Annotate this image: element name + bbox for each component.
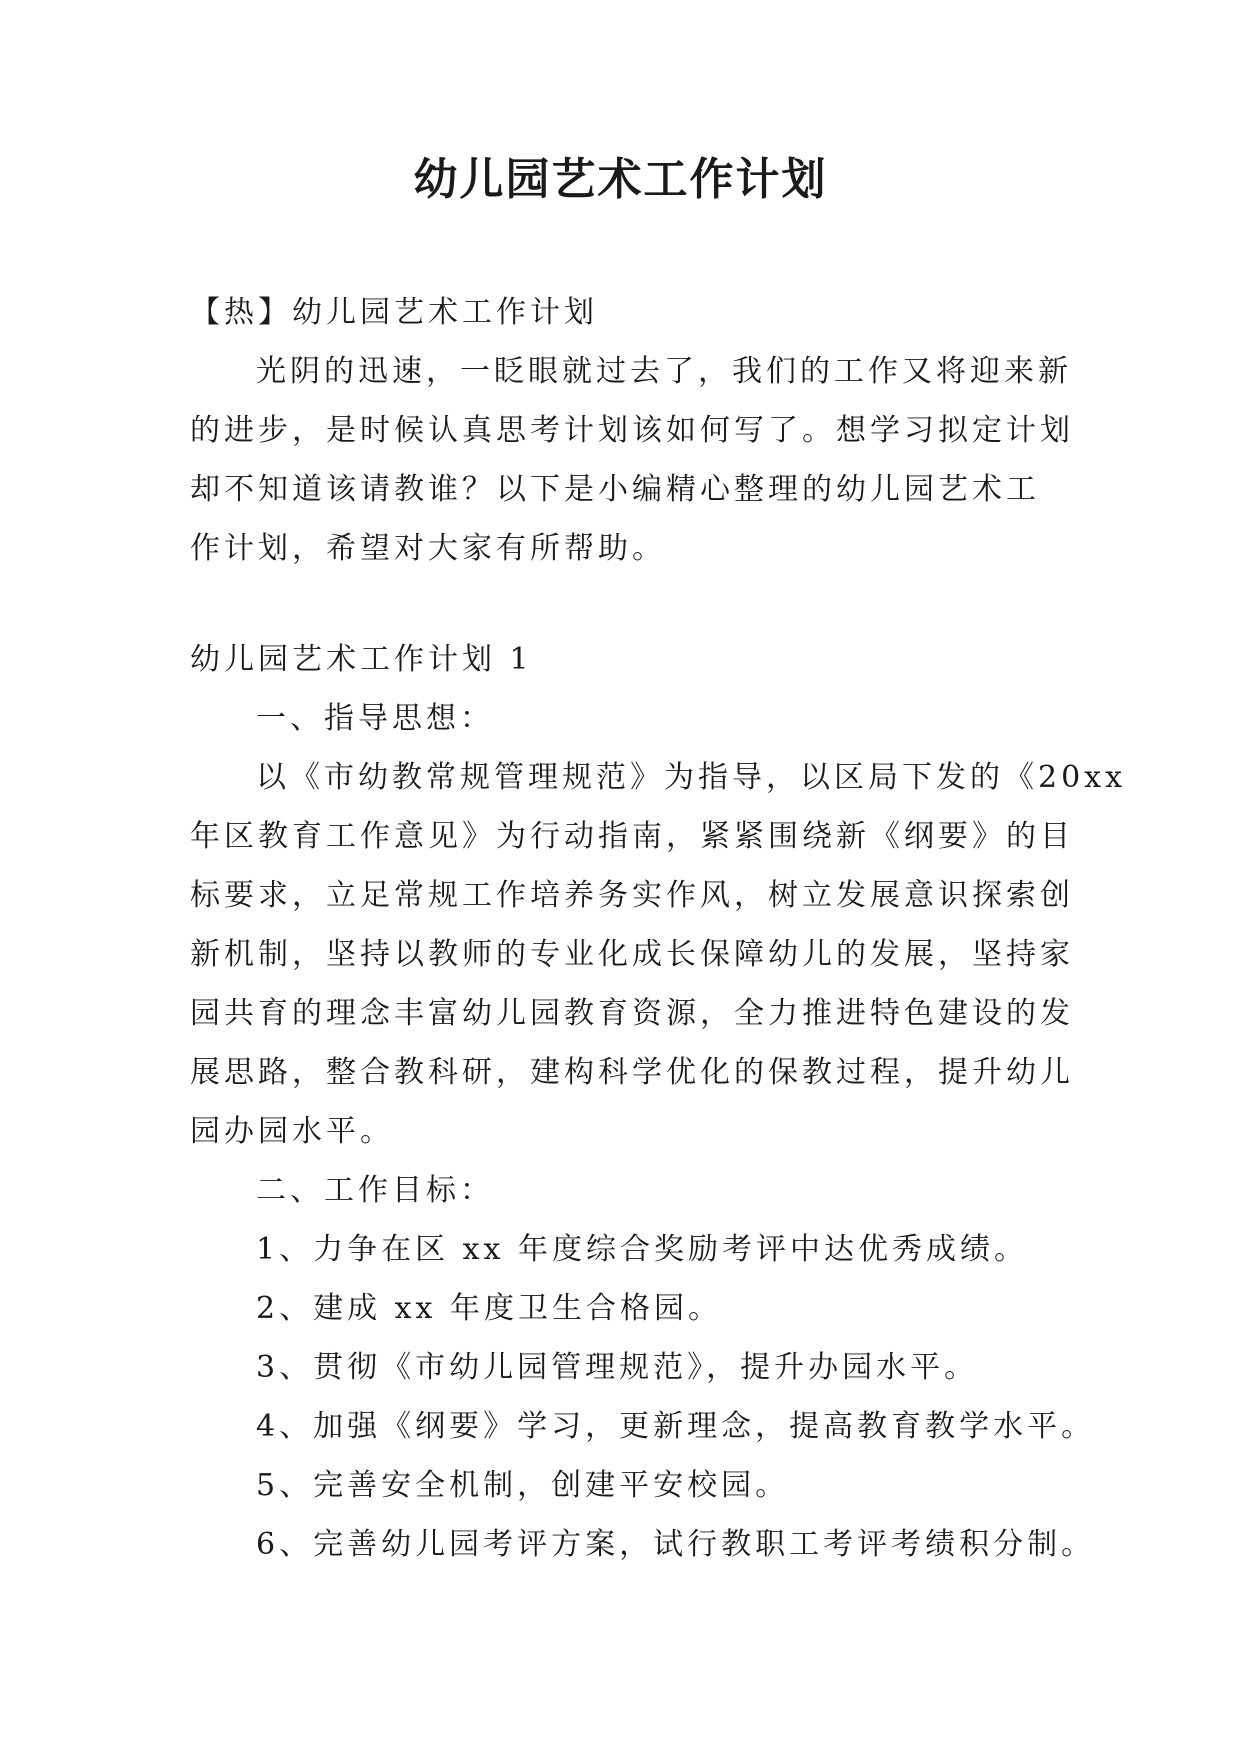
goal-item: 6、完善幼儿园考评方案，试行教职工考评考绩积分制。 xyxy=(256,1527,1096,1562)
guide-line: 园共育的理念丰富幼儿园教育资源，全力推进特色建设的发 xyxy=(190,996,1074,1031)
intro-line: 却不知道该请教谁？以下是小编精心整理的幼儿园艺术工 xyxy=(190,472,1040,507)
document-title: 幼儿园艺术工作计划 xyxy=(413,154,828,205)
document-body xyxy=(190,283,1127,1574)
goal-item: 3、贯彻《市幼儿园管理规范》，提升办园水平。 xyxy=(256,1350,979,1385)
goal-item: 2、建成 xx 年度卫生合格园。 xyxy=(256,1291,722,1326)
guide-line: 标要求，立足常规工作培养务实作风，树立发展意识探索创 xyxy=(190,878,1074,913)
paragraph-gap xyxy=(190,578,1070,630)
heading-work-goals: 二、工作目标： xyxy=(256,1173,494,1208)
goal-item: 5、完善安全机制，创建平安校园。 xyxy=(256,1468,790,1503)
heading-guiding-ideology: 一、指导思想： xyxy=(256,701,494,736)
intro-line: 作计划，希望对大家有所帮助。 xyxy=(190,531,666,566)
intro-line: 的进步，是时候认真思考计划该如何写了。想学习拟定计划 xyxy=(190,413,1074,448)
goal-item: 1、力争在区 xx 年度综合奖励考评中达优秀成绩。 xyxy=(256,1232,1028,1267)
guide-line: 展思路，整合教科研，建构科学优化的保教过程，提升幼儿 xyxy=(190,1055,1074,1090)
guide-line: 园办园水平。 xyxy=(190,1114,394,1149)
goal-item: 4、加强《纲要》学习，更新理念，提高教育教学水平。 xyxy=(256,1409,1096,1444)
guide-line: 以《市幼教常规管理规范》为指导，以区局下发的《20xx xyxy=(256,760,1127,795)
intro-line: 光阴的迅速，一眨眼就过去了，我们的工作又将迎来新 xyxy=(256,354,1072,389)
subtitle: 【热】幼儿园艺术工作计划 xyxy=(190,295,598,330)
section-title: 幼儿园艺术工作计划 1 xyxy=(190,642,533,677)
guide-line: 新机制，坚持以教师的专业化成长保障幼儿的发展，坚持家 xyxy=(190,937,1074,972)
guide-line: 年区教育工作意见》为行动指南，紧紧围绕新《纲要》的目 xyxy=(190,819,1074,854)
